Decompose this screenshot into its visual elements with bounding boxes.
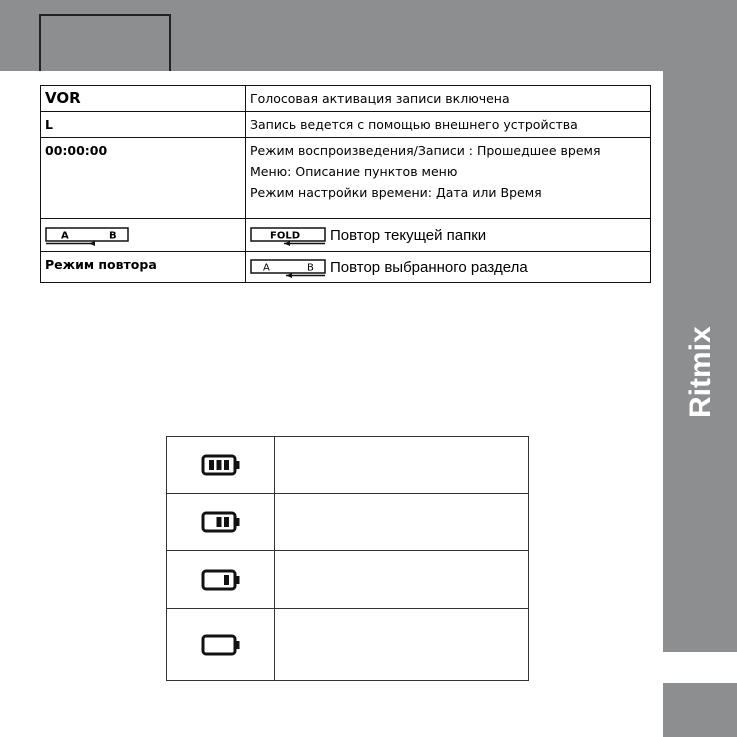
- desc-cell: [275, 494, 529, 551]
- repeat-ab-icon: [45, 226, 129, 246]
- icon-cell: [167, 437, 275, 494]
- table-row: [41, 252, 651, 283]
- battery-full-icon: [201, 454, 241, 476]
- side-footer-band: [663, 683, 737, 737]
- desc-cell: [246, 86, 651, 112]
- header-tab-box: [39, 14, 171, 71]
- table-row: [41, 86, 651, 112]
- repeat-mode-label: Режим повтора: [45, 257, 157, 272]
- label-cell: [41, 112, 246, 138]
- icon-cell: [167, 494, 275, 551]
- repeat-section-desc: Повтор выбранного раздела: [330, 259, 528, 276]
- l-label: L: [45, 117, 53, 132]
- time-desc-line: Режим настройки времени: Дата или Время: [250, 185, 542, 200]
- icon-cell: [167, 551, 275, 609]
- repeat-a-text: A: [263, 262, 270, 273]
- battery-one-third-icon: [201, 569, 241, 591]
- table-row: [41, 138, 651, 219]
- desc-cell: [275, 437, 529, 494]
- repeat-folder-icon: [250, 226, 326, 246]
- table-row: [167, 437, 529, 494]
- desc-cell: [246, 138, 651, 219]
- time-desc-line: Меню: Описание пунктов меню: [250, 164, 458, 179]
- brand-name: Ritmix: [684, 326, 717, 418]
- battery-empty-icon: [201, 634, 241, 656]
- indicator-table: [40, 85, 651, 283]
- brand-logo: [676, 312, 722, 420]
- time-desc-line: Режим воспроизведения/Записи : Прошедшее время: [250, 143, 601, 158]
- label-cell: [41, 138, 246, 219]
- desc-cell: [246, 219, 651, 252]
- desc-cell: [246, 252, 651, 283]
- label-cell: [41, 252, 246, 283]
- repeat-a-text: A: [61, 230, 69, 242]
- table-row: [167, 551, 529, 609]
- table-row: [41, 112, 651, 138]
- battery-table: [166, 436, 529, 681]
- table-row: [167, 494, 529, 551]
- table-row: [41, 219, 651, 252]
- fold-text: FOLD: [270, 230, 301, 241]
- repeat-b-text: B: [307, 262, 314, 273]
- l-desc: Запись ведется с помощью внешнего устройства: [250, 117, 578, 132]
- table-row: [167, 609, 529, 681]
- vor-label: VOR: [45, 89, 81, 107]
- desc-cell: [275, 609, 529, 681]
- vor-desc: Голосовая активация записи включена: [250, 91, 510, 106]
- icon-cell: [167, 609, 275, 681]
- label-cell: [41, 219, 246, 252]
- battery-two-thirds-icon: [201, 511, 241, 533]
- repeat-ab-icon: [250, 258, 326, 278]
- desc-cell: [246, 112, 651, 138]
- desc-cell: [275, 551, 529, 609]
- repeat-b-text: B: [109, 230, 117, 242]
- repeat-folder-desc: Повтор текущей папки: [330, 227, 487, 244]
- time-label: 00:00:00: [45, 143, 108, 158]
- label-cell: [41, 86, 246, 112]
